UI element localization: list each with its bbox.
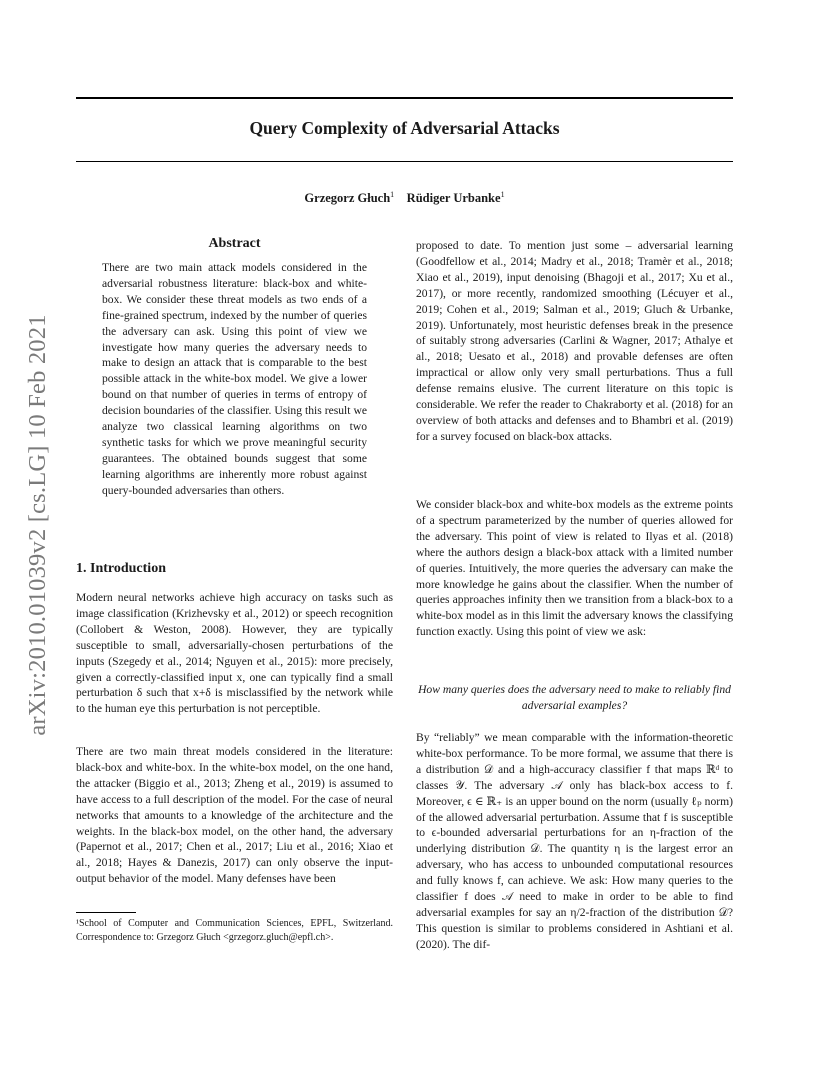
abstract-heading: Abstract (208, 236, 261, 251)
right-paragraph-3-container (416, 730, 733, 953)
intro-paragraph-1-container (76, 590, 393, 717)
author-name: Rüdiger Urbanke (406, 191, 501, 206)
footnote: ¹School of Computer and Communication Sciences, EPFL, Switzerland. Correspondence to: Grzegorz Głuch <grzegorz.gluch@epfl.ch>. (76, 918, 393, 943)
right-paragraph-1-container (416, 238, 733, 445)
paper-title: Query Complexity of Adversarial Attacks (249, 118, 560, 138)
footnote-rule (76, 912, 136, 913)
abstract-text: There are two main attack models considered in the adversarial robustness literature: black-box and white-box. We consider these threat models as two ends of a fine-grained spectrum, indexed by the number of queries the adversary can ask. Using this point of view we investigate how many queries the adversary needs to make to design an attack that is comparable to the best possible attack in the white-box model. We give a lower bound on that number of queries in terms of entropy of decision boundaries of the classifier. Using this result we analyze two classical learning algorithms on two synthetic tasks for which we prove meaningful security guarantees. The obtained bounds suggest that some learning algorithms are inherently more robust against query-bounded adversaries than others. (102, 261, 367, 497)
body-paragraph: proposed to date. To mention just some – adversarial learning (Goodfellow et al., 2014; Madry et al., 2018; Tramèr et al., 2018; Xiao et al., 2019), input denoising (Bhagoji et al., 2017; Xu et al., 2017), or more recently, randomized smoothing (Lécuyer et al., 2019; Cohen et al., 2019; Salman et al., 2019; Gluch & Urbanke, 2019). Unfortunately, most heuristic defenses break in the presence of suitably strong adversaries (Carlini & Wagner, 2017; Athalye et al., 2018; Uesato et al., 2018) and provable defenses are often impractical or allow only very small perturbations. Thus a full defense remains elusive. The current literature on this topic is considerable. We refer the reader to Chakraborty et al. (2018) for an overview of both attacks and defenses and to Bhambri et al. (2019) for a survey focused on black-box attacks. (416, 239, 733, 443)
title-bottom-rule (76, 161, 733, 162)
research-question: How many queries does the adversary need to make to reliably find adversarial examples? (418, 683, 731, 712)
section-heading-introduction: 1. Introduction (76, 561, 166, 576)
intro-paragraph: Modern neural networks achieve high accuracy on tasks such as image classification (Krizhevsky et al., 2012) or speech recognition (Collobert & Weston, 2008). However, they are typically susceptible to small, adversarially-chosen perturbations of the inputs (Szegedy et al., 2014; Nguyen et al., 2015): more precisely, given a correctly-classified input x, one can typically find a small perturbation δ such that x+δ is misclassified by the network while to the human eye this perturbation is not perceptible. (76, 591, 393, 716)
body-paragraph: By “reliably” we mean comparable with the information-theoretic white-box performance. To be more formal, we assume that there is a distribution 𝒟 and a high-accuracy classifier f that maps ℝᵈ to classes 𝒴. The adversary 𝒜 only has black-box access to f. Moreover, ϵ ∈ ℝ₊ is an upper bound on the norm (usually ℓₚ norm) of the allowed adversarial perturbation. Assume that f is susceptible to ϵ-bounded adversarial perturbations for an η-fraction of the underlying distribution 𝒟. The quantity η is the largest error an adversary, who has access to unbounded computational resources and fully knows f, can achieve. We ask: How many queries to the classifier f does 𝒜 need to make in order to be able to find adversarial examples for say an η/2-fraction of the distribution 𝒟? This question is similar to problems considered in Ashtiani et al. (2020). The dif- (416, 731, 733, 951)
top-rule (76, 97, 733, 99)
author-name: Grzegorz Głuch (304, 191, 391, 206)
intro-paragraph-2-container (76, 744, 393, 887)
body-paragraph: We consider black-box and white-box models as the extreme points of a spectrum parameterized by the number of queries allowed for the adversary. This point of view is related to Ilyas et al. (2018) where the authors design a black-box attack with a limited number of queries. Intuitively, the more queries the adversary can make the more knowledge he gains about the classifier. When the number of queries approaches infinity then we transition from a black-box to a white-box model as in this limit the adversary knows the classifying function exactly. Using this point of view we ask: (416, 498, 733, 639)
author-affiliation-mark: 1 (390, 190, 395, 199)
intro-paragraph: There are two main threat models considered in the literature: black-box and white-box. In the white-box model, on the one hand, the attacker (Biggio et al., 2013; Zheng et al., 2019) is assumed to have access to a full description of the model. For the case of neural networks that amounts to a knowledge of the architecture and the weights. In the black-box model, on the other hand, the adversary (Papernot et al., 2017; Chen et al., 2017; Liu et al., 2016; Xiao et al., 2018; Hayes & Danezis, 2017) can only observe the input-output behavior of the model. Many defenses have been (76, 745, 393, 886)
arxiv-margin-identifier: arXiv:2010.01039v2 [cs.LG] 10 Feb 2021 (24, 314, 51, 736)
author-list (76, 190, 733, 206)
right-paragraph-2-container (416, 497, 733, 640)
author-affiliation-mark: 1 (500, 190, 505, 199)
